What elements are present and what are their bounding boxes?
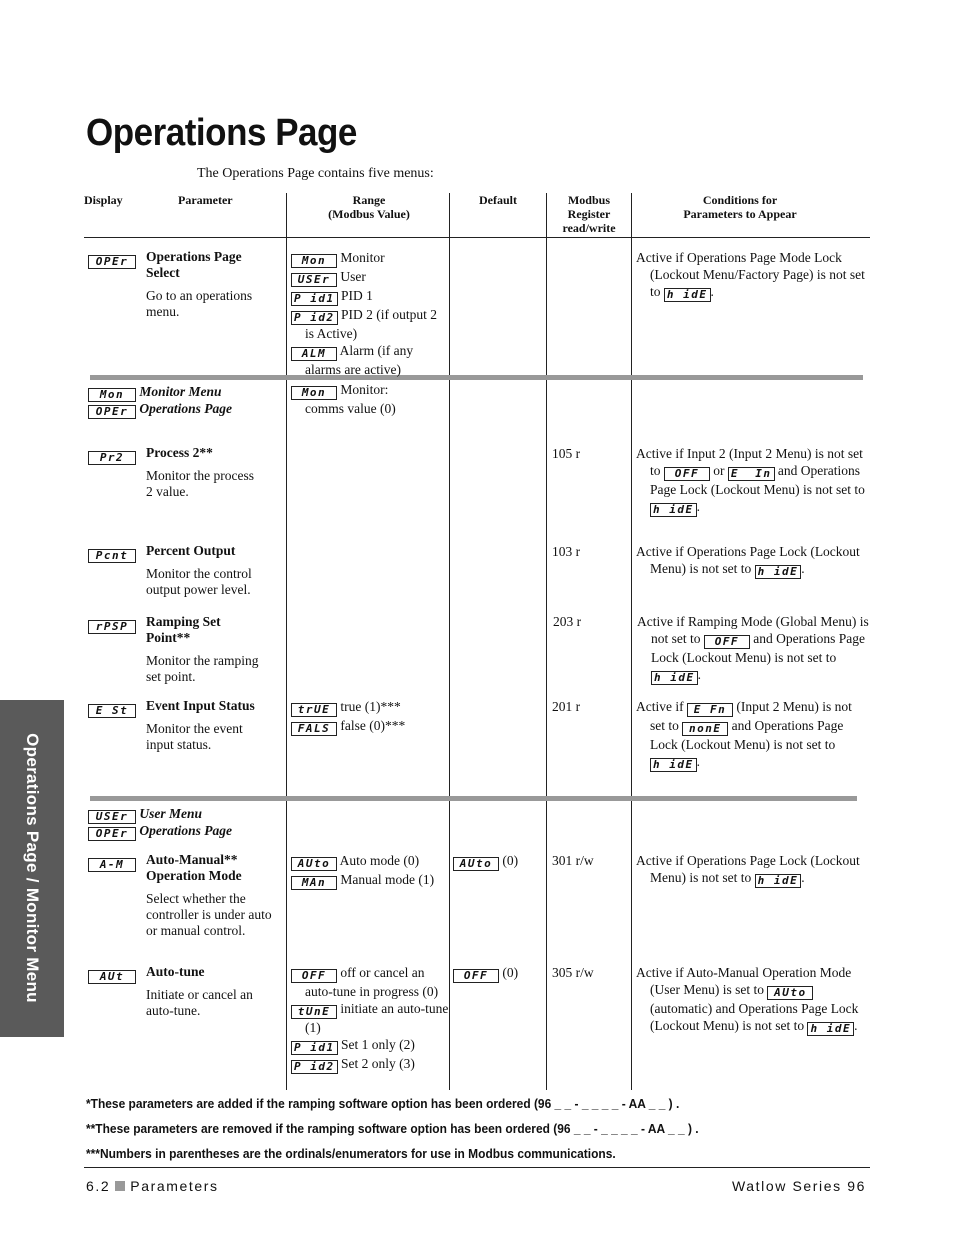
range-item [291,1000,449,1036]
parameter-name: Auto-Manual** [146,852,238,867]
column-divider [631,193,632,1090]
lcd-code: P id1 [291,1041,338,1055]
footnote-2: **These parameters are removed if the ramping software option has been ordered (96 _ _ - _ _ _ _ - AA _ _ ) . [86,1121,699,1136]
header-modbus-sub2: read/write [562,221,616,235]
lcd-code: h idE [755,874,802,888]
conditions-text: Active if [636,699,684,714]
lcd-code: E St [88,704,136,718]
menu-label: Operations Page [139,823,232,838]
conditions-end: . [696,499,700,514]
section-band [90,796,857,801]
conditions-text: and Operations Page Lock (Lockout Menu) is not set to [650,463,865,497]
menu-heading-line [88,400,232,417]
section-band [90,375,863,380]
parameter-name-2: Operation Mode [146,868,242,883]
default-text: (0) [502,965,519,980]
parameter-cell [146,249,286,320]
range-item [291,717,449,736]
lcd-code: USEr [88,810,136,824]
range-item [291,268,449,287]
lcd-code: FALS [291,722,337,736]
header-modbus-label: Modbus [567,193,611,207]
display-code [88,615,136,634]
lcd-code: OPEr [88,405,136,419]
lcd-code: P id2 [291,311,338,325]
conditions-text: and Operations Page Lock (Lockout Menu) is not set to [651,631,865,665]
parameter-desc: Monitor the event [146,721,243,736]
menu-heading-line [88,822,232,839]
range-item [291,249,449,268]
range-text: Alarm (if any alarms are active) [305,343,414,377]
range-text: PID 1 [341,288,373,303]
menu-heading-line [88,383,232,400]
header-conditions-sub: Parameters to Appear [683,207,797,221]
parameter-desc: Initiate or cancel an [146,987,253,1002]
lcd-code: P id2 [291,1060,338,1074]
lcd-code: OFF [453,969,499,983]
menu-heading-line [88,805,232,822]
range-text: Manual mode (1) [340,872,435,887]
conditions-end: . [801,561,805,576]
conditions-text: Active if Operations Page Lock (Lockout Menu) is not set to [636,853,860,885]
parameter-cell [146,698,288,753]
conditions-text: Active if Ramping Mode (Global Menu) is not set to [637,614,869,646]
lcd-code: nonE [682,722,728,736]
parameter-desc: Go to an operations [146,288,253,303]
parameter-cell [146,964,286,1019]
parameter-cell [146,852,286,939]
range-text: Monitor: [340,382,389,397]
parameter-desc-2: auto-tune. [146,1003,201,1018]
square-bullet-icon [115,1181,125,1191]
lcd-code: AUto [453,857,499,871]
parameter-desc: Monitor the ramping [146,653,259,668]
parameter-cell [146,543,286,598]
range-cell [291,852,449,890]
modbus-cell: 103 r [552,544,581,559]
range-item [291,871,449,890]
lcd-code: h idE [755,565,802,579]
header-range [290,193,448,221]
lcd-code: h idE [664,288,711,302]
range-item [291,1055,449,1074]
parameter-desc-2: input status. [146,737,212,752]
default-text: (0) [502,853,519,868]
parameter-name: Event Input Status [146,698,255,713]
column-divider [286,193,287,1090]
range-text: User [340,269,366,284]
menu-heading [88,383,232,417]
header-range-sub: (Modbus Value) [328,207,410,221]
table-header-rule [84,237,870,238]
conditions-cell [636,852,868,888]
page-title: Operations Page [86,112,357,154]
lcd-code: AUt [88,970,136,984]
range-text: PID 2 (if output 2 is Active) [305,307,437,341]
conditions-end: . [710,284,714,299]
lcd-code: h idE [650,503,697,517]
range-item [291,381,449,400]
parameter-desc: Monitor the process [146,468,254,483]
display-code [88,965,136,984]
column-divider [449,193,450,1090]
display-code [88,446,136,465]
modbus-cell: 201 r [552,699,581,714]
header-conditions [632,193,848,221]
conditions-text: Active if Auto-Manual Operation Mode (User Menu) is set to [636,965,852,997]
conditions-cell [636,964,868,1036]
lcd-code: h idE [650,758,697,772]
lcd-code: OFF [291,969,337,983]
menu-label: Monitor Menu [139,384,222,399]
lcd-code: AUto [291,857,337,871]
header-conditions-label: Conditions for [702,193,778,207]
conditions-text: (Input 2 Menu) is not set to [650,699,852,733]
parameter-name: Operations Page [146,249,242,264]
page-number: 6.2 [86,1178,111,1194]
lcd-code: Pcnt [88,549,136,563]
conditions-text: and Operations Page Lock (Lockout Menu) is not set to [650,718,844,752]
range-cell [291,964,449,1074]
parameter-cell [146,445,286,500]
range-text: true (1)*** [340,699,401,714]
lcd-code: Pr2 [88,451,136,465]
lcd-code: OPEr [88,827,136,841]
parameter-desc-2: 2 value. [146,484,189,499]
parameter-desc-2: output power level. [146,582,251,597]
display-code [88,853,136,872]
lcd-code: AUto [767,986,813,1000]
header-range-label: Range [352,193,386,207]
footer-left [86,1178,219,1194]
menu-label: Operations Page [139,401,232,416]
conditions-cell [636,249,868,302]
side-tab-label: Operations Page / Monitor Menu [23,733,42,1003]
lcd-code: tUnE [291,1005,337,1019]
display-code [88,699,136,718]
lcd-code: E Fn [687,703,733,717]
lcd-code: A-M [88,858,136,872]
range-text: Auto mode (0) [339,853,420,868]
conditions-end: . [801,870,805,885]
header-modbus [548,193,630,235]
conditions-cell [636,445,868,517]
column-divider [546,193,547,1090]
range-cell [291,381,449,417]
parameter-desc-2: menu. [146,304,180,319]
parameter-cell [146,614,286,685]
parameter-desc: Select whether the controller is under auto or manual control. [146,891,272,938]
parameter-name-2: Point** [146,630,191,645]
range-item [291,1036,449,1055]
lcd-code: rPSP [88,620,136,634]
lcd-code: ALM [291,347,337,361]
lcd-code: OFF [704,635,750,649]
lcd-code: Mon [291,386,337,400]
header-modbus-sub1: Register [567,207,611,221]
conditions-text: Active if Input 2 (Input 2 Menu) is not set to [636,446,863,478]
display-code [88,544,136,563]
lcd-code: OFF [664,467,710,481]
modbus-cell: 301 r/w [552,853,594,868]
lcd-code: Mon [291,254,337,268]
range-item [291,964,449,1000]
range-item [291,306,449,342]
display-code [88,250,136,269]
conditions-end: . [696,754,700,769]
parameter-desc-2: set point. [146,669,196,684]
default-cell [453,964,518,983]
lcd-code: MAn [291,876,337,890]
header-default: Default [479,193,517,207]
range-cell [291,698,449,736]
conditions-end: . [854,1018,858,1033]
range-text: initiate an auto-tune (1) [305,1001,449,1035]
menu-heading [88,805,232,839]
parameter-desc: Monitor the control [146,566,252,581]
range-text: off or cancel an auto-tune in progress (0) [305,965,439,999]
parameter-name: Process 2** [146,445,213,460]
lcd-code: USEr [291,273,337,287]
range-text: Monitor [340,250,385,265]
header-display: Display [84,193,123,207]
conditions-cell [636,543,868,579]
range-item [291,287,449,306]
range-text: Set 1 only (2) [341,1037,415,1052]
lcd-code: h idE [807,1022,854,1036]
menu-label: User Menu [139,806,203,821]
lcd-code: Mon [88,388,136,402]
header-parameter: Parameter [178,193,233,207]
conditions-cell [637,613,869,685]
parameter-name-2: Select [146,265,180,280]
range-cell [291,249,449,378]
lcd-code: trUE [291,703,337,717]
conditions-text: Active if Operations Page Lock (Lockout Menu) is not set to [636,544,860,576]
parameter-name: Percent Output [146,543,236,558]
lcd-code: P id1 [291,292,338,306]
footnote-1: *These parameters are added if the ramping software option has been ordered (96 _ _ - _ _ _ _ - AA _ _ ) . [86,1096,680,1111]
lcd-code: E In [728,467,775,481]
footer-right: Watlow Series 96 [731,1178,866,1194]
conditions-text: or [713,463,725,478]
footer-rule [84,1167,870,1168]
conditions-end: . [697,667,701,682]
modbus-cell: 305 r/w [552,965,594,980]
range-item [291,342,449,378]
modbus-cell: 105 r [552,446,581,461]
parameter-name: Auto-tune [146,964,205,979]
lcd-code: h idE [651,671,698,685]
conditions-text: Active if Operations Page Mode Lock (Lockout Menu/Factory Page) is not set to [636,250,865,299]
range-text: Set 2 only (3) [341,1056,415,1071]
range-item [291,698,449,717]
conditions-text: (automatic) and Operations Page Lock (Lockout Menu) is not set to [650,1001,859,1033]
lcd-code: OPEr [88,255,136,269]
default-cell [453,852,518,871]
parameter-name: Ramping Set [146,614,221,629]
range-text: false (0)*** [340,718,406,733]
conditions-cell [636,698,868,772]
section-name: Parameters [130,1178,219,1194]
range-item [291,852,449,871]
modbus-cell: 203 r [553,614,582,629]
range-text: comms value (0) [305,401,396,416]
footnote-3: ***Numbers in parentheses are the ordinals/enumerators for use in Modbus communications. [86,1146,616,1161]
intro-text: The Operations Page contains five menus: [197,166,434,181]
